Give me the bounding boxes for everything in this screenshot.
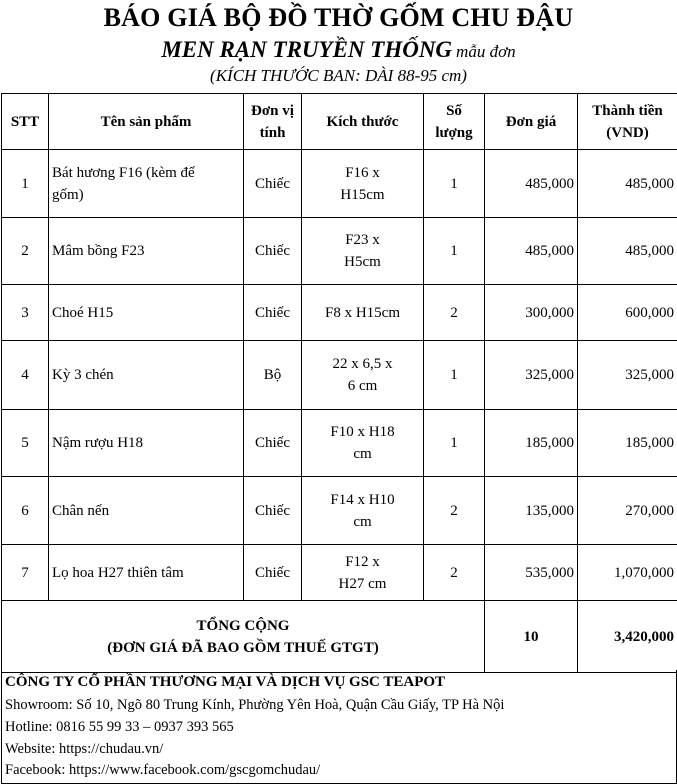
subtitle-main: MEN RẠN TRUYỀN THỐNG — [161, 37, 453, 62]
size-line1: F12 x — [345, 553, 380, 570]
document-subtitle — [0, 37, 677, 63]
cell-unit: Chiếc — [244, 285, 302, 341]
total-quantity: 10 — [485, 601, 578, 673]
cell-product-name: Nậm rượu H18 — [49, 410, 244, 477]
cell-size — [302, 341, 424, 410]
cell-unit-price: 535,000 — [485, 545, 578, 601]
cell-stt: 5 — [2, 410, 49, 477]
total-label-line1: TỔNG CỘNG — [196, 617, 290, 634]
company-name: CÔNG TY CỔ PHẦN THƯƠNG MẠI VÀ DỊCH VỤ GSC TEAPOT — [5, 674, 446, 690]
cell-stt: 3 — [2, 285, 49, 341]
table-header-row — [2, 94, 677, 150]
header-total-line2: (VND) — [606, 124, 649, 141]
cell-unit: Bộ — [244, 341, 302, 410]
cell-line-total: 1,070,000 — [578, 545, 677, 601]
table-row — [2, 477, 677, 545]
grand-total: 3,420,000 — [578, 601, 677, 673]
cell-product-name: Mâm bồng F23 — [49, 218, 244, 285]
cell-stt: 4 — [2, 341, 49, 410]
cell-line-total: 485,000 — [578, 150, 677, 218]
cell-line-total: 325,000 — [578, 341, 677, 410]
cell-product-name: Choé H15 — [49, 285, 244, 341]
cell-product-name: Lọ hoa H27 thiên tâm — [49, 545, 244, 601]
cell-line-total: 185,000 — [578, 410, 677, 477]
size-line2: 6 cm — [347, 378, 378, 394]
cell-unit: Chiếc — [244, 410, 302, 477]
facebook-link[interactable]: Facebook: https://www.facebook.com/gscgomchudau/ — [5, 762, 321, 778]
cell-unit-price: 135,000 — [485, 477, 578, 545]
cell-unit-price: 300,000 — [485, 285, 578, 341]
header-product-name: Tên sản phẩm — [49, 94, 244, 150]
header-unit-price: Đơn giá — [485, 94, 578, 150]
size-line2: H15cm — [340, 186, 385, 203]
header-line-total — [578, 94, 677, 150]
subtitle-note: mẫu đơn — [456, 42, 516, 61]
cell-quantity: 2 — [424, 285, 485, 341]
size-line2: cm — [353, 446, 372, 462]
cell-size — [302, 477, 424, 545]
price-table — [1, 93, 677, 673]
table-row — [2, 285, 677, 341]
table-row — [2, 218, 677, 285]
cell-size — [302, 150, 424, 218]
cell-stt: 1 — [2, 150, 49, 218]
cell-line-total: 270,000 — [578, 477, 677, 545]
cell-size — [302, 410, 424, 477]
cell-stt: 2 — [2, 218, 49, 285]
size-line1: 22 x 6,5 x — [332, 356, 393, 372]
product-name-line2: gốm) — [52, 186, 84, 203]
cell-quantity: 1 — [424, 218, 485, 285]
cell-line-total: 600,000 — [578, 285, 677, 341]
table-size-note: (KÍCH THƯỚC BAN: DÀI 88-95 cm) — [210, 66, 467, 85]
hotline: Hotline: 0816 55 99 33 – 0937 393 565 — [5, 719, 234, 735]
cell-size — [302, 218, 424, 285]
cell-quantity: 1 — [424, 150, 485, 218]
header-size: Kích thước — [302, 94, 424, 150]
header-unit-line1: Đơn vị — [251, 102, 294, 119]
cell-quantity: 2 — [424, 477, 485, 545]
header-qty-line2: lượng — [435, 124, 473, 141]
cell-unit-price: 485,000 — [485, 150, 578, 218]
total-row — [2, 601, 677, 673]
document-title: BÁO GIÁ BỘ ĐỒ THỜ GỐM CHU ĐẬU — [103, 3, 574, 32]
cell-quantity: 1 — [424, 410, 485, 477]
cell-product-name: Chân nến — [49, 477, 244, 545]
cell-unit-price: 485,000 — [485, 218, 578, 285]
size-line2: H27 cm — [338, 575, 387, 592]
header-unit — [244, 94, 302, 150]
cell-size: F8 x H15cm — [302, 285, 424, 341]
product-name-line1: Bát hương F16 (kèm đế — [52, 164, 195, 181]
size-line1: F16 x — [345, 164, 380, 181]
total-label — [2, 601, 485, 673]
cell-stt: 6 — [2, 477, 49, 545]
cell-unit-price: 325,000 — [485, 341, 578, 410]
cell-unit: Chiếc — [244, 545, 302, 601]
cell-stt: 7 — [2, 545, 49, 601]
cell-product-name: Kỳ 3 chén — [49, 341, 244, 410]
size-line1: F10 x H18 — [330, 424, 395, 440]
table-row — [2, 410, 677, 477]
table-row — [2, 341, 677, 410]
cell-unit-price: 185,000 — [485, 410, 578, 477]
cell-quantity: 2 — [424, 545, 485, 601]
cell-product-name — [49, 150, 244, 218]
company-footer — [1, 670, 677, 784]
table-row — [2, 150, 677, 218]
size-line2: H5cm — [344, 254, 381, 270]
cell-line-total: 485,000 — [578, 218, 677, 285]
size-line1: F23 x — [345, 232, 380, 248]
table-row — [2, 545, 677, 601]
website-link[interactable]: Website: https://chudau.vn/ — [5, 741, 164, 757]
header-total-line1: Thành tiền — [592, 102, 663, 119]
header-qty-line1: Số — [446, 102, 462, 119]
cell-unit: Chiếc — [244, 150, 302, 218]
showroom-address: Showroom: Số 10, Ngõ 80 Trung Kính, Phường Yên Hoà, Quận Cầu Giấy, TP Hà Nội — [5, 697, 505, 713]
size-line2: cm — [353, 513, 372, 530]
cell-quantity: 1 — [424, 341, 485, 410]
size-line1: F14 x H10 — [330, 491, 395, 508]
cell-size — [302, 545, 424, 601]
header-quantity — [424, 94, 485, 150]
cell-unit: Chiếc — [244, 477, 302, 545]
header-unit-line2: tính — [259, 124, 286, 141]
total-label-line2: (ĐƠN GIÁ ĐÃ BAO GỒM THUẾ GTGT) — [107, 639, 379, 656]
header-stt: STT — [2, 94, 49, 150]
cell-unit: Chiếc — [244, 218, 302, 285]
